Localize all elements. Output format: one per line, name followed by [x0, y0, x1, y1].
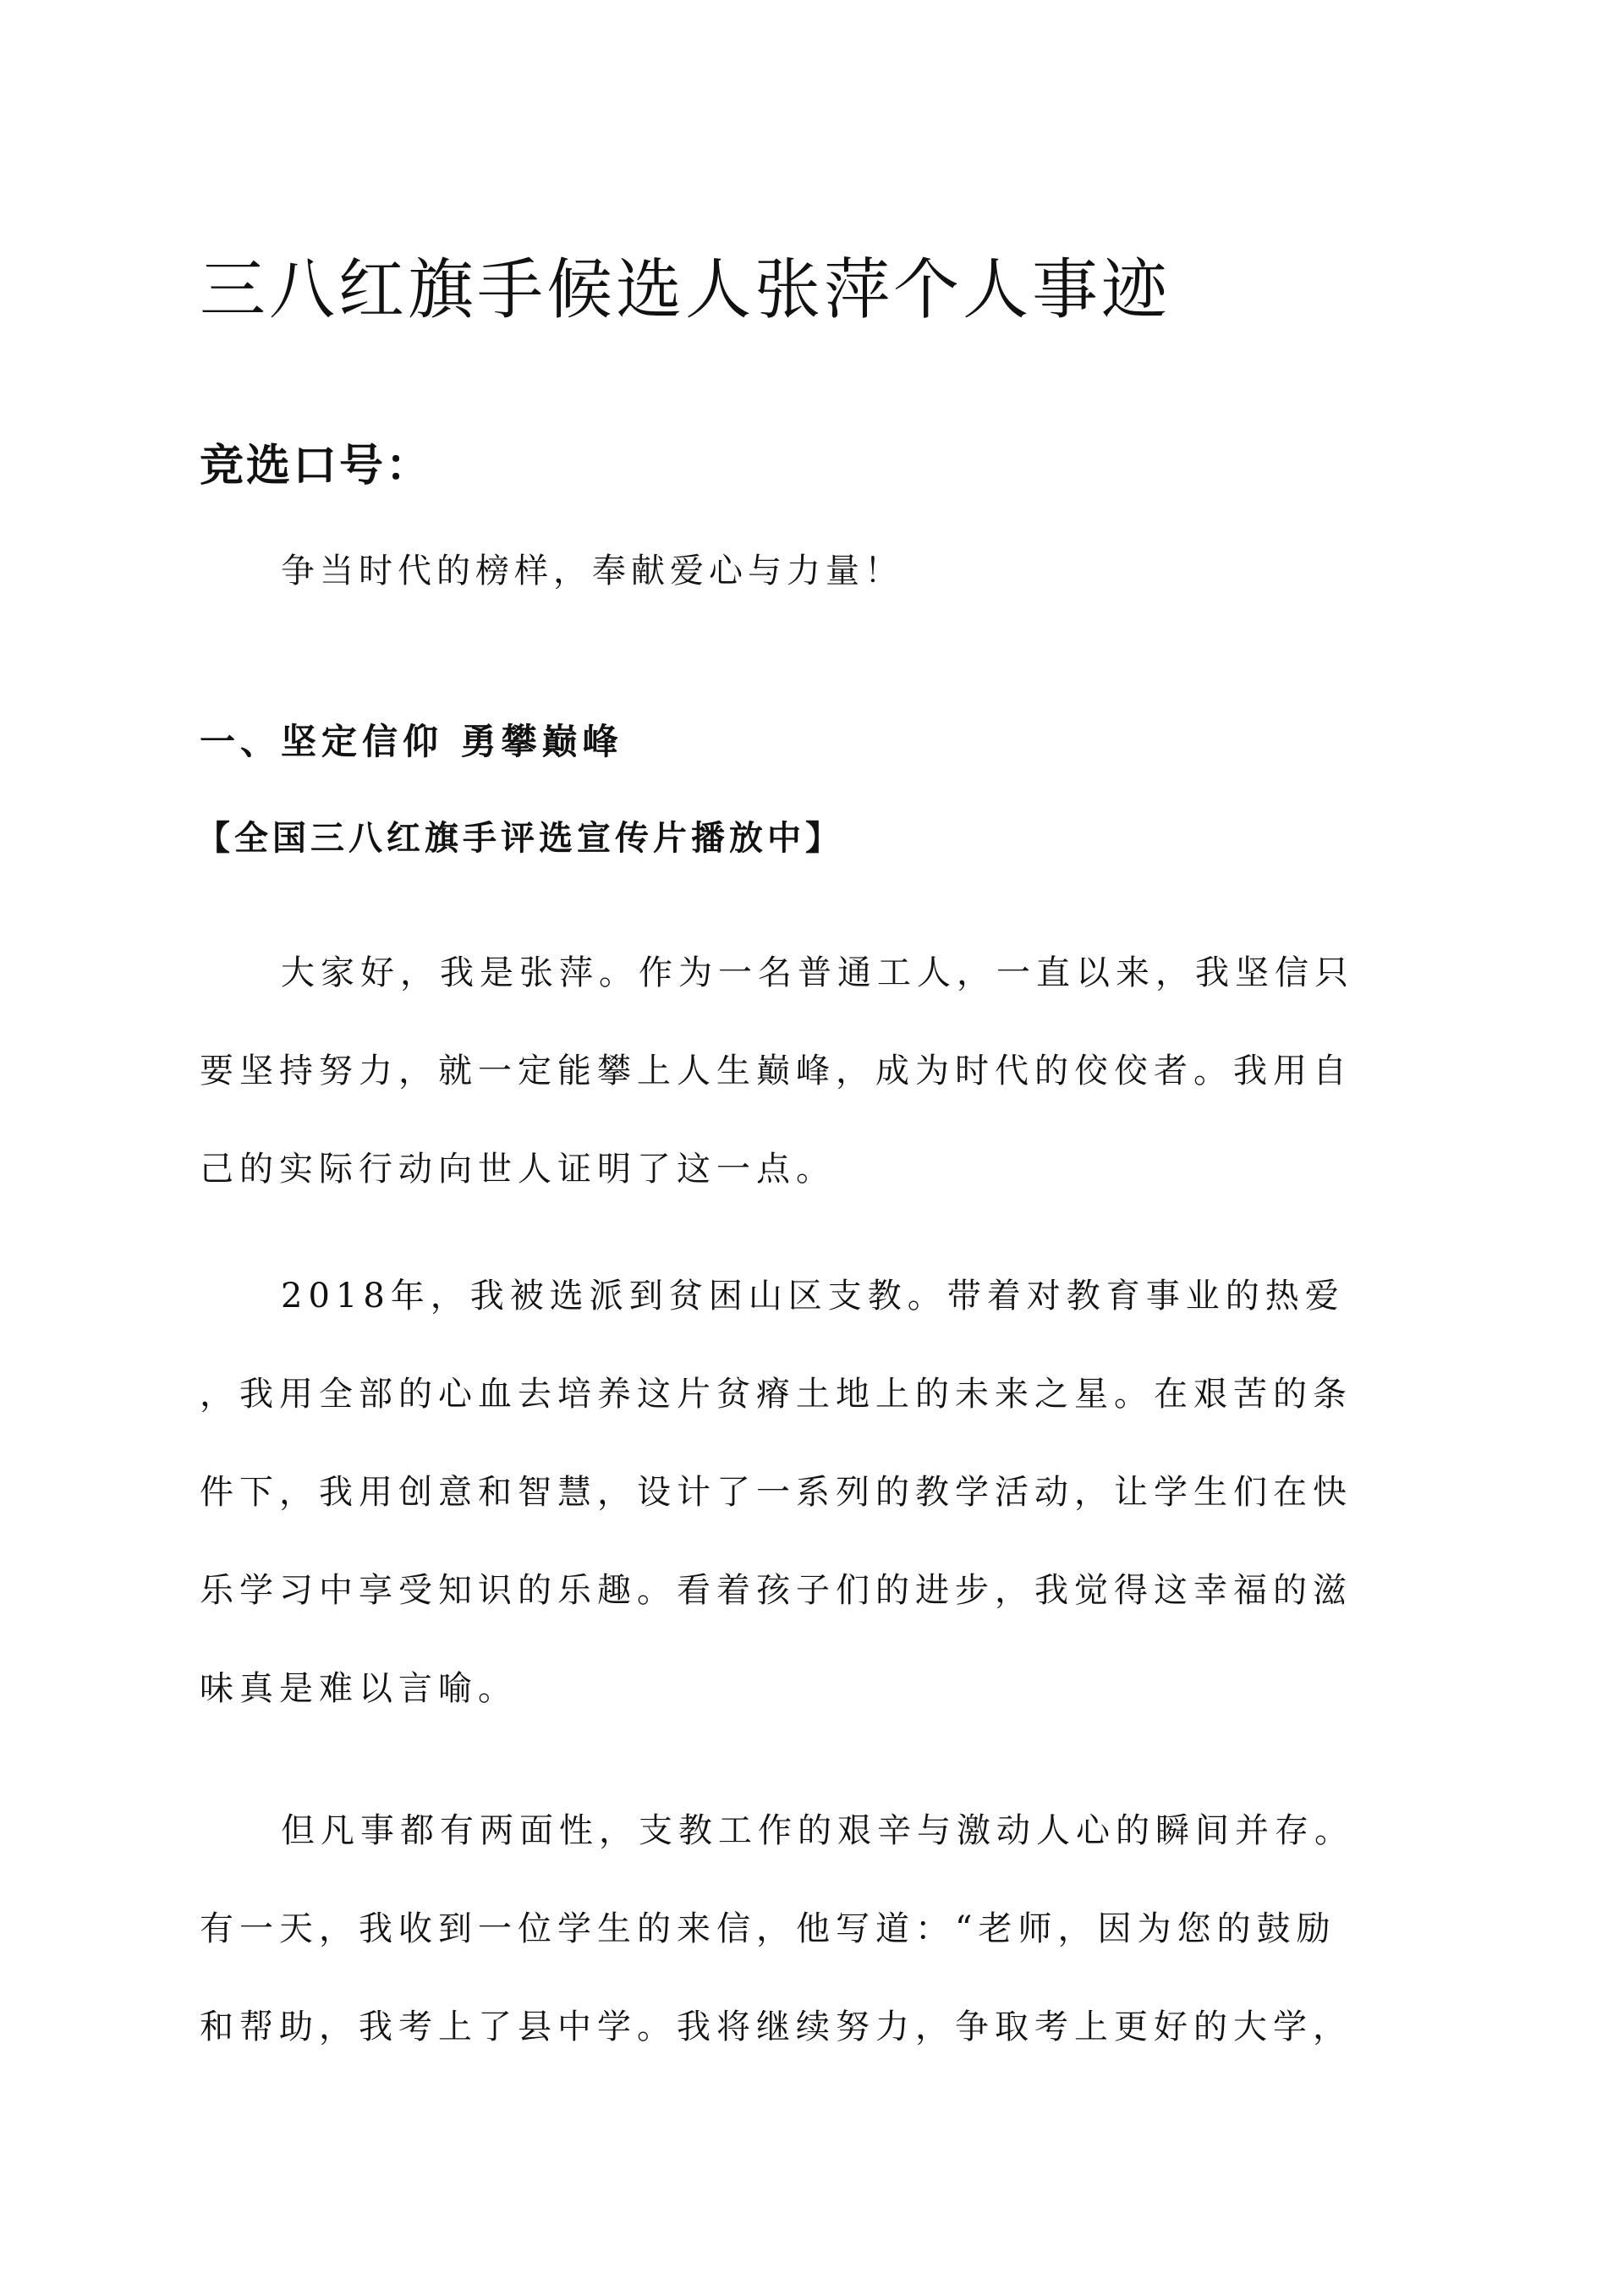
slogan-text: 争当时代的榜样，奉献爱心与力量！ — [281, 552, 903, 590]
paragraph-line: 有一天，我收到一位学生的来信，他写道：“老师，因为您的鼓励 — [200, 1909, 1336, 1948]
paragraph-line: 和帮助，我考上了县中学。我将继续努力，争取考上更好的大学， — [200, 2008, 1352, 2046]
paragraph-letter — [200, 1782, 1426, 2076]
paragraph-line: 大家好，我是张萍。作为一名普通工人，一直以来，我坚信只 — [281, 953, 1354, 992]
paragraph-line: 2018年，我被选派到贫困山区支教。带着对教育事业的热爱 — [281, 1277, 1345, 1316]
paragraph-line: 味真是难以言喻。 — [200, 1669, 518, 1708]
slogan-heading: 竞选口号： — [200, 440, 433, 492]
paragraph-teaching — [200, 1247, 1426, 1738]
document-title: 三八红旗手候选人张萍个人事迹 — [200, 252, 1171, 329]
paragraph-introduction — [200, 924, 1426, 1218]
bracket-heading: 【全国三八红旗手评选宣传片播放中】 — [196, 818, 843, 858]
paragraph-line: 乐学习中享受知识的乐趣。看着孩子们的进步，我觉得这幸福的滋 — [200, 1571, 1352, 1610]
paragraph-line: 要坚持努力，就一定能攀上人生巅峰，成为时代的佼佼者。我用自 — [200, 1052, 1352, 1090]
paragraph-line: 但凡事都有两面性，支教工作的艰辛与激动人心的瞬间并存。 — [281, 1811, 1354, 1850]
paragraph-line: 件下，我用创意和智慧，设计了一系列的教学活动，让学生们在快 — [200, 1473, 1352, 1512]
paragraph-line: ，我用全部的心血去培养这片贫瘠土地上的未来之星。在艰苦的条 — [200, 1375, 1352, 1414]
section-heading: 一、坚定信仰 勇攀巅峰 — [200, 721, 623, 762]
paragraph-line: 己的实际行动向世人证明了这一点。 — [200, 1150, 836, 1189]
